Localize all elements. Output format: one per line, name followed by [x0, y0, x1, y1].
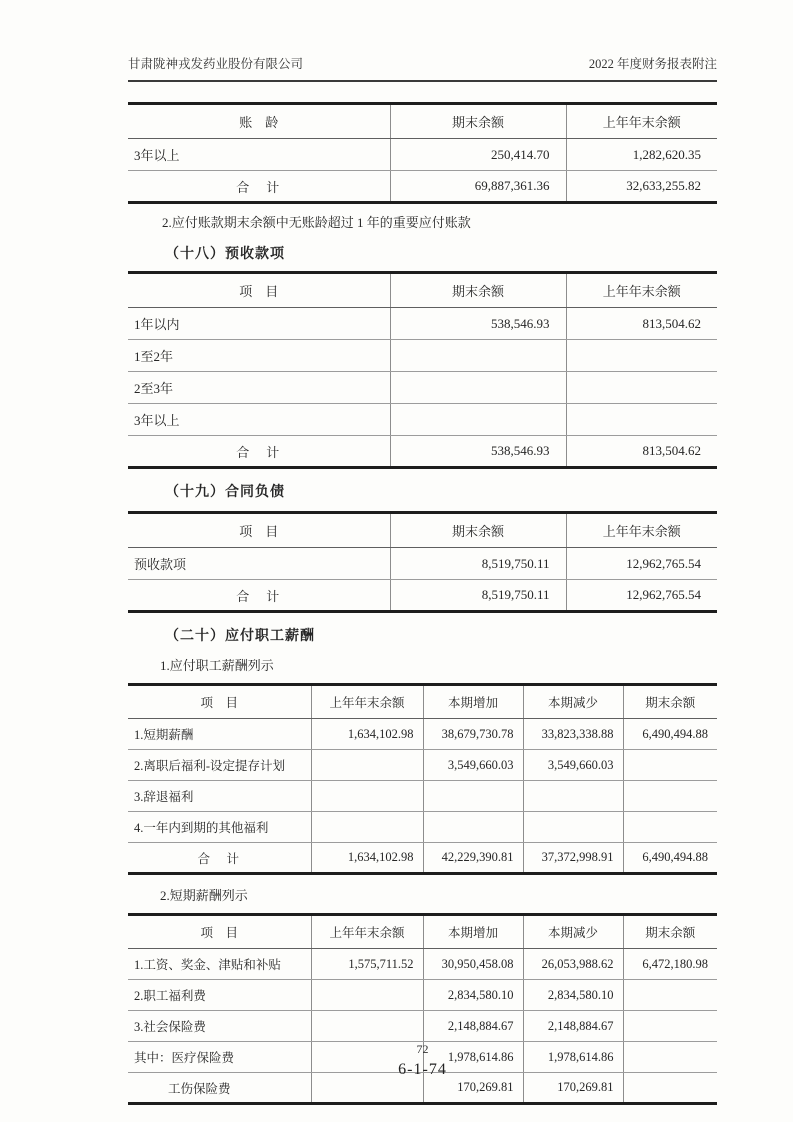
table-row [128, 404, 717, 436]
amount-cell: 170,269.81 [523, 1073, 623, 1104]
page-number: 72 [416, 1042, 429, 1056]
row-label: 2至3年 [128, 372, 390, 404]
total-label: 合 计 [128, 436, 390, 468]
amount-cell: 42,229,390.81 [423, 843, 523, 874]
row-label: 4.一年内到期的其他福利 [128, 812, 311, 843]
amount-cell [623, 1011, 717, 1042]
amount-cell: 12,962,765.54 [566, 548, 717, 580]
doc-number: 6-1-74 [398, 1061, 447, 1078]
amount-cell: 2,834,580.10 [423, 980, 523, 1011]
amount-cell: 3,549,660.03 [423, 750, 523, 781]
amount-cell: 1,575,711.52 [311, 949, 423, 980]
short-term-comp-title: 2.短期薪酬列示 [160, 888, 248, 903]
payroll-list-title: 1.应付职工薪酬列示 [160, 658, 274, 673]
column-header: 账 龄 [128, 104, 390, 139]
amount-cell: 32,633,255.82 [626, 178, 701, 193]
table-row [128, 372, 717, 404]
row-label: 1.工资、奖金、津贴和补贴 [128, 949, 311, 980]
table-row [128, 812, 717, 843]
table-header-row [128, 685, 717, 719]
amount-cell: 6,472,180.98 [623, 949, 717, 980]
row-label: 2.离职后福利-设定提存计划 [128, 750, 311, 781]
column-header: 本期增加 [423, 915, 523, 949]
amount-cell: 1,978,614.86 [423, 1042, 523, 1073]
table-row [128, 340, 717, 372]
table-header-row [128, 915, 717, 949]
column-header: 本期减少 [523, 915, 623, 949]
row-label: 1年以内 [128, 308, 390, 340]
table-total-row [128, 580, 717, 612]
column-header: 项 目 [128, 513, 390, 548]
amount-cell: 3,549,660.03 [523, 750, 623, 781]
table-header-row [128, 273, 717, 308]
amount-cell [311, 980, 423, 1011]
column-header: 上年年末余额 [566, 273, 717, 308]
amount-cell [623, 781, 717, 812]
payroll-table [128, 683, 717, 875]
table-header-row [128, 513, 717, 548]
row-label: 1.短期薪酬 [128, 719, 311, 750]
column-header: 本期增加 [423, 685, 523, 719]
column-header: 本期减少 [523, 685, 623, 719]
amount-cell: 1,978,614.86 [523, 1042, 623, 1073]
amount-cell: 69,887,361.36 [390, 171, 566, 203]
page-header [128, 54, 717, 82]
company-name: 甘肃陇神戎发药业股份有限公司 [128, 57, 304, 71]
amount-cell: 37,372,998.91 [523, 843, 623, 874]
column-header: 项 目 [128, 273, 390, 308]
column-header: 期末余额 [390, 104, 566, 139]
amount-cell: 2,834,580.10 [523, 980, 623, 1011]
amount-cell [523, 812, 623, 843]
section-18-title: （十八）预收款项 [165, 247, 285, 262]
amount-cell [311, 750, 423, 781]
column-header: 期末余额 [623, 685, 717, 719]
amount-cell [311, 1011, 423, 1042]
amount-cell: 6,490,494.88 [642, 850, 708, 864]
amount-cell [566, 340, 717, 372]
section-19-title: （十九）合同负债 [165, 485, 285, 500]
amount-cell [623, 812, 717, 843]
amount-cell: 813,504.62 [566, 308, 717, 340]
column-header: 上年年末余额 [311, 685, 423, 719]
row-label: 3.社会保险费 [128, 1011, 311, 1042]
total-label: 合 计 [128, 843, 311, 874]
amount-cell: 170,269.81 [423, 1073, 523, 1104]
row-label: 3年以上 [128, 139, 390, 171]
row-label: 工伤保险费 [128, 1073, 311, 1104]
row-label: 3.辞退福利 [128, 781, 311, 812]
row-label: 2.职工福利费 [128, 980, 311, 1011]
amount-cell: 26,053,988.62 [523, 949, 623, 980]
column-header: 期末余额 [390, 273, 566, 308]
amount-cell: 12,962,765.54 [626, 587, 701, 602]
contract-liabilities-table [128, 511, 717, 613]
table-total-row [128, 171, 717, 203]
section-20-title: （二十）应付职工薪酬 [165, 629, 315, 644]
row-label: 其中：医疗保险费 [128, 1042, 311, 1073]
total-label: 合 计 [128, 171, 390, 203]
column-header: 期末余额 [390, 513, 566, 548]
amount-cell: 38,679,730.78 [423, 719, 523, 750]
amount-cell: 538,546.93 [390, 308, 566, 340]
note-text: 2.应付账款期末余额中无账龄超过 1 年的重要应付账款 [162, 215, 471, 230]
table-header-row [128, 104, 717, 139]
page-footer [128, 1042, 717, 1079]
amount-cell: 8,519,750.11 [390, 580, 566, 612]
row-label: 预收款项 [128, 548, 390, 580]
table-row [128, 1011, 717, 1042]
prepayments-table [128, 271, 717, 469]
column-header: 上年年末余额 [566, 104, 717, 139]
table-total-row [128, 843, 717, 874]
amount-cell [423, 812, 523, 843]
report-title: 2022 年度财务报表附注 [588, 57, 717, 71]
amount-cell: 813,504.62 [642, 443, 701, 458]
amount-cell: 30,950,458.08 [423, 949, 523, 980]
amount-cell: 2,148,884.67 [423, 1011, 523, 1042]
amount-cell [623, 750, 717, 781]
amount-cell: 6,490,494.88 [623, 719, 717, 750]
row-label: 1至2年 [128, 340, 390, 372]
column-header: 上年年末余额 [566, 513, 717, 548]
amount-cell [311, 812, 423, 843]
table-row [128, 548, 717, 580]
amount-cell [423, 781, 523, 812]
table-row [128, 980, 717, 1011]
amount-cell: 33,823,338.88 [523, 719, 623, 750]
amount-cell: 2,148,884.67 [523, 1011, 623, 1042]
total-label: 合 计 [128, 580, 390, 612]
amount-cell [390, 372, 566, 404]
amount-cell [566, 404, 717, 436]
row-label: 3年以上 [128, 404, 390, 436]
column-header: 期末余额 [623, 915, 717, 949]
column-header: 上年年末余额 [311, 915, 423, 949]
page-content [128, 0, 717, 1105]
amount-cell: 538,546.93 [390, 436, 566, 468]
amount-cell [390, 340, 566, 372]
aging-table [128, 102, 717, 204]
table-row [128, 781, 717, 812]
amount-cell: 1,634,102.98 [311, 843, 423, 874]
column-header: 项 目 [128, 915, 311, 949]
amount-cell: 250,414.70 [390, 139, 566, 171]
column-header: 项 目 [128, 685, 311, 719]
amount-cell: 1,282,620.35 [566, 139, 717, 171]
amount-cell [311, 781, 423, 812]
amount-cell [523, 781, 623, 812]
table-row [128, 750, 717, 781]
table-row [128, 949, 717, 980]
table-total-row [128, 436, 717, 468]
amount-cell [390, 404, 566, 436]
amount-cell: 1,634,102.98 [311, 719, 423, 750]
table-row [128, 308, 717, 340]
table-row [128, 139, 717, 171]
amount-cell [623, 980, 717, 1011]
table-row [128, 719, 717, 750]
amount-cell: 8,519,750.11 [390, 548, 566, 580]
amount-cell [566, 372, 717, 404]
